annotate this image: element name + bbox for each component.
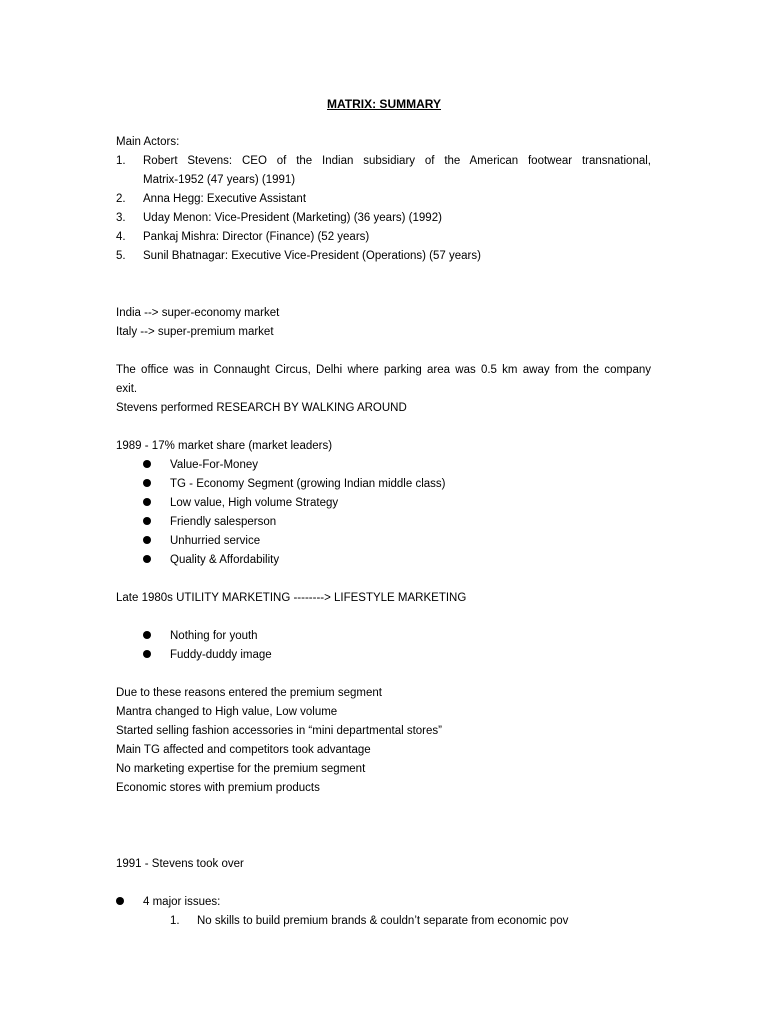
paragraph-line: Economic stores with premium products <box>116 782 320 794</box>
bullet-icon <box>143 536 151 544</box>
section-heading: 1989 - 17% market share (market leaders) <box>116 440 333 452</box>
list-number: 4. <box>116 231 126 243</box>
list-item-text: Robert Stevens: CEO of the Indian subsidiary of the American footwear transnational, <box>143 155 651 167</box>
market-line: India --> super-economy market <box>116 307 280 319</box>
list-item-text: Anna Hegg: Executive Assistant <box>143 193 307 205</box>
list-number: 1. <box>116 155 126 167</box>
bullet-icon <box>116 897 124 905</box>
paragraph-line: Due to these reasons entered the premium segment <box>116 687 382 699</box>
bullet-item: Friendly salesperson <box>170 516 277 528</box>
bullet-item: Unhurried service <box>170 535 261 547</box>
bullet-item: Nothing for youth <box>170 630 258 642</box>
bullet-icon <box>143 460 151 468</box>
document-title: MATRIX: SUMMARY <box>327 97 441 111</box>
section-heading: Late 1980s UTILITY MARKETING --------> LIFESTYLE MARKETING <box>116 592 467 604</box>
paragraph-line: The office was in Connaught Circus, Delhi where parking area was 0.5 km away from the company <box>116 364 651 376</box>
list-item-text: Uday Menon: Vice-President (Marketing) (36 years) (1992) <box>143 212 442 224</box>
paragraph-line: Stevens performed RESEARCH BY WALKING AROUND <box>116 402 407 414</box>
bullet-icon <box>143 517 151 525</box>
paragraph-line: Main TG affected and competitors took advantage <box>116 744 371 756</box>
bullet-item: Low value, High volume Strategy <box>170 497 339 509</box>
bullet-item: Fuddy-duddy image <box>170 649 272 661</box>
bullet-icon <box>143 631 151 639</box>
paragraph-line: No marketing expertise for the premium segment <box>116 763 366 775</box>
list-item-text: No skills to build premium brands & couldn’t separate from economic pov <box>197 915 569 927</box>
paragraph-line: Started selling fashion accessories in “mini departmental stores” <box>116 725 442 737</box>
list-item-text: Pankaj Mishra: Director (Finance) (52 years) <box>143 231 370 243</box>
list-number: 3. <box>116 212 126 224</box>
list-number: 5. <box>116 250 126 262</box>
bullet-item: Quality & Affordability <box>170 554 280 566</box>
bullet-item: 4 major issues: <box>143 896 221 908</box>
list-number: 2. <box>116 193 126 205</box>
market-line: Italy --> super-premium market <box>116 326 274 338</box>
paragraph-line: Mantra changed to High value, Low volume <box>116 706 338 718</box>
bullet-item: Value-For-Money <box>170 459 258 471</box>
actors-heading: Main Actors: <box>116 136 180 148</box>
list-item-text: Sunil Bhatnagar: Executive Vice-President (Operations) (57 years) <box>143 250 481 262</box>
list-item-text-continued: Matrix-1952 (47 years) (1991) <box>143 174 296 186</box>
section-heading: 1991 - Stevens took over <box>116 858 244 870</box>
bullet-icon <box>143 555 151 563</box>
bullet-icon <box>143 479 151 487</box>
paragraph-line: exit. <box>116 383 138 395</box>
list-number: 1. <box>170 915 180 927</box>
bullet-item: TG - Economy Segment (growing Indian middle class) <box>170 478 446 490</box>
bullet-icon <box>143 650 151 658</box>
bullet-icon <box>143 498 151 506</box>
